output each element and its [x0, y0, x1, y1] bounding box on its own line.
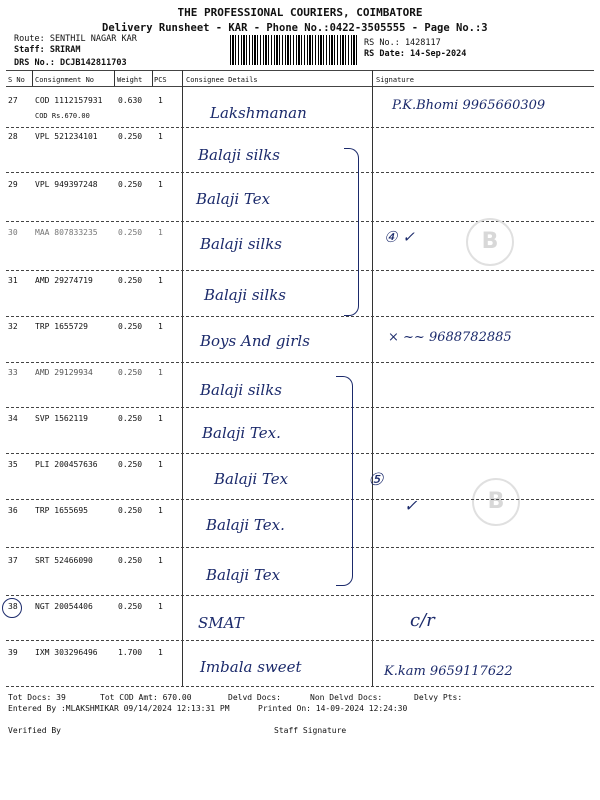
row-divider: [6, 221, 594, 222]
row-weight: 0.250: [118, 276, 143, 285]
row-consignee: Balaji silks: [204, 286, 287, 304]
row-pcs: 1: [158, 414, 163, 423]
row-sno: 27: [8, 96, 18, 105]
row-consignee: Lakshmanan: [210, 104, 307, 122]
row-consignee: Balaji Tex: [214, 470, 289, 488]
row-consignment-no: NGT 20054406: [35, 602, 93, 611]
row-consignment-no: IXM 303296496: [35, 648, 98, 657]
row-pcs: 1: [158, 368, 163, 377]
row-consignment-no: AMD 29129934: [35, 368, 93, 377]
row-consignee: Balaji Tex.: [206, 516, 285, 534]
row-divider: [6, 686, 594, 687]
row-weight: 0.250: [118, 368, 143, 377]
row-weight: 0.250: [118, 460, 143, 469]
runsheet-title: Delivery Runsheet - KAR - Phone No.:0422-3505555 - Page No.:3: [102, 22, 488, 34]
row-weight: 0.250: [118, 506, 143, 515]
row-consignee: Imbala sweet: [200, 658, 302, 676]
row-signature: ✓: [404, 496, 418, 515]
row-pcs: 1: [158, 276, 163, 285]
col-header-weight: Weight: [117, 76, 143, 84]
row-divider: [6, 547, 594, 548]
row-divider: [6, 172, 594, 173]
row-signature: ④ ✓: [384, 228, 415, 246]
printed-on: Printed On: 14-09-2024 12:24:30: [258, 704, 408, 713]
row-sno: 31: [8, 276, 18, 285]
row-divider: [6, 453, 594, 454]
row-consignee: Balaji Tex: [196, 190, 271, 208]
col-header-sno: S No: [8, 76, 25, 84]
row-weight: 0.250: [118, 228, 143, 237]
row-consignment-no: VPL 521234101: [35, 132, 98, 141]
row-divider: [6, 499, 594, 500]
row-sno: 39: [8, 648, 18, 657]
delivery-points: Delvy Pts:: [414, 693, 463, 702]
verified-by: Verified By: [8, 726, 61, 735]
row-pcs: 1: [158, 556, 163, 565]
col-divider: [114, 70, 115, 86]
col-header-consignee: Consignee Details: [186, 76, 258, 84]
row-weight: 1.700: [118, 648, 143, 657]
row-pcs: 1: [158, 228, 163, 237]
row-consignee: SMAT: [198, 614, 244, 632]
row-sno: 37: [8, 556, 18, 565]
row-divider: [6, 595, 594, 596]
row-consignment-no: MAA 807833235: [35, 228, 98, 237]
rs-date: RS Date: 14-Sep-2024: [364, 49, 467, 59]
row-cod-amount: COD Rs.670.00: [35, 112, 90, 120]
col-header-signature: Signature: [376, 76, 414, 84]
row-consignment-no: SRT 52466090: [35, 556, 93, 565]
row-consignment-no: SVP 1562119: [35, 414, 88, 423]
group-bracket: [344, 148, 359, 316]
col-header-pcs: PCS: [154, 76, 167, 84]
row-consignee: Boys And girls: [200, 332, 310, 350]
row-consignee: Balaji silks: [200, 381, 283, 399]
company-title: THE PROFESSIONAL COURIERS, COIMBATORE: [177, 6, 423, 19]
table-top-border: [6, 70, 594, 71]
row-sno: 34: [8, 414, 18, 423]
row-pcs: 1: [158, 506, 163, 515]
row-pcs: 1: [158, 460, 163, 469]
row-sno: 32: [8, 322, 18, 331]
col-divider: [152, 70, 153, 86]
row-consignee: Balaji silks: [198, 146, 281, 164]
row-consignment-no: PLI 200457636: [35, 460, 98, 469]
col-header-consignment: Consignment No: [35, 76, 95, 84]
row-consignee: Balaji Tex: [206, 566, 281, 584]
row-signature: P.K.Bhomi 9965660309: [392, 98, 546, 113]
signature-divider: [372, 70, 373, 686]
non-delivered-docs: Non Delvd Docs:: [310, 693, 383, 702]
row-divider: [6, 640, 594, 641]
row-weight: 0.250: [118, 322, 143, 331]
company-stamp: B: [466, 218, 514, 266]
row-weight: 0.250: [118, 180, 143, 189]
row-signature: K.kam 9659117622: [384, 664, 513, 679]
drs-number: DRS No.: DCJB142811703: [14, 58, 127, 68]
staff-signature: Staff Signature: [274, 726, 347, 735]
row-consignment-no: COD 1112157931: [35, 96, 103, 105]
row-consignment-no: TRP 1655695: [35, 506, 88, 515]
row-pcs: 1: [158, 648, 163, 657]
company-stamp: B: [472, 478, 520, 526]
row-divider: [6, 407, 594, 408]
row-divider: [6, 362, 594, 363]
row-sno: 29: [8, 180, 18, 189]
row-pcs: 1: [158, 132, 163, 141]
row-consignment-no: AMD 29274719: [35, 276, 93, 285]
row-signature: × ~~ 9688782885: [388, 330, 512, 345]
row-sno: 28: [8, 132, 18, 141]
col-divider: [32, 70, 33, 86]
rs-number: RS No.: 1428117: [364, 38, 441, 48]
staff-label: Staff: SRIRAM: [14, 45, 81, 55]
barcode: [230, 35, 358, 65]
route-label: Route: SENTHIL NAGAR KAR: [14, 34, 137, 44]
consignee-divider: [182, 70, 183, 686]
row-sno: 30: [8, 228, 18, 237]
row-sno: 36: [8, 506, 18, 515]
row-divider: [6, 127, 594, 128]
group-bracket: [336, 376, 353, 586]
row-consignee: Balaji Tex.: [202, 424, 281, 442]
row-sno: 38: [8, 602, 18, 611]
row-pcs: 1: [158, 322, 163, 331]
row-sno: 33: [8, 368, 18, 377]
total-cod: Tot COD Amt: 670.00: [100, 693, 192, 702]
entered-by: Entered By :MLAKSHMIKAR 09/14/2024 12:13:31 PM: [8, 704, 230, 713]
row-consignment-no: TRP 1655729: [35, 322, 88, 331]
row-pcs: 1: [158, 180, 163, 189]
row-consignment-no: VPL 949397248: [35, 180, 98, 189]
row-weight: 0.250: [118, 556, 143, 565]
table-header-border: [6, 86, 594, 87]
row-divider: [6, 270, 594, 271]
row-signature: ⑤: [368, 470, 384, 490]
row-signature: c/r: [410, 610, 435, 631]
row-pcs: 1: [158, 602, 163, 611]
row-weight: 0.250: [118, 414, 143, 423]
row-weight: 0.250: [118, 132, 143, 141]
row-weight: 0.630: [118, 96, 143, 105]
delivered-docs: Delvd Docs:: [228, 693, 281, 702]
total-docs: Tot Docs: 39: [8, 693, 66, 702]
row-weight: 0.250: [118, 602, 143, 611]
row-sno: 35: [8, 460, 18, 469]
row-consignee: Balaji silks: [200, 235, 283, 253]
row-divider: [6, 316, 594, 317]
row-pcs: 1: [158, 96, 163, 105]
